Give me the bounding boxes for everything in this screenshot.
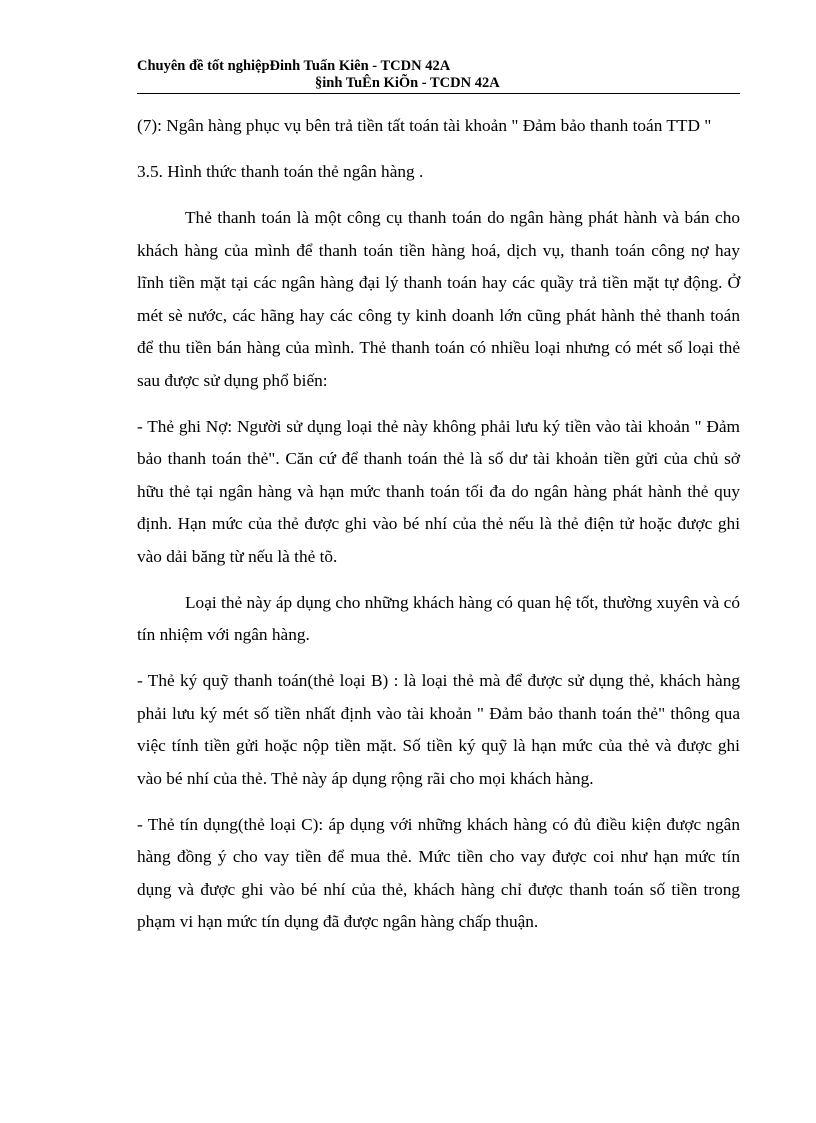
- paragraph-settlement-note: (7): Ngân hàng phục vụ bên trả tiền tất toán tài khoản " Đảm bảo thanh toán TTD ": [137, 116, 712, 135]
- header-title: Chuyên đề tốt nghiệpĐinh Tuấn Kiên - TCDN 42A: [137, 58, 451, 74]
- header-subtitle: §inh TuÊn KiÕn - TCDN 42A: [137, 75, 740, 94]
- paragraph-deposit-card: - Thẻ ký quỹ thanh toán(thẻ loại B) : là loại thẻ mà để được sử dụng thẻ, khách hàng phải lưu ký mét số tiền nhất định vào tài khoản " Đảm bảo thanh toán thẻ" thông qua việc tính tiền gửi hoặc nộp tiền mặt. Số tiền ký quỹ là hạn mức của thẻ và được ghi vào bé nhí của thẻ. Thẻ này áp dụng rộng rãi cho mọi khách hàng.: [137, 671, 740, 788]
- document-body: [137, 110, 740, 952]
- section-heading: 3.5. Hình thức thanh toán thẻ ngân hàng .: [137, 162, 424, 181]
- page-header: [137, 58, 740, 94]
- paragraph-debit-card-usage: Loại thẻ này áp dụng cho những khách hàng có quan hệ tốt, thường xuyên và có tín nhiệm với ngân hàng.: [137, 592, 740, 644]
- paragraph-debit-card: - Thẻ ghi Nợ: Người sử dụng loại thẻ này không phải lưu ký tiền vào tài khoản " Đảm bảo thanh toán thẻ". Căn cứ để thanh toán thẻ là số dư tài khoản tiền gửi của chủ sở hữu thẻ tại ngân hàng và hạn mức thanh toán tối đa do ngân hàng phát hành thẻ quy định. Hạn mức của thẻ được ghi vào bé nhí của thẻ nếu là thẻ điện tử hoặc được ghi vào dải băng từ nếu là thẻ tõ.: [137, 416, 740, 566]
- paragraph-card-intro: Thẻ thanh toán là một công cụ thanh toán do ngân hàng phát hành và bán cho khách hàng của mình để thanh toán tiền hàng hoá, dịch vụ, thanh toán công nợ hay lĩnh tiền mặt tại các ngân hàng đại lý thanh toán hay các quầy trả tiền mặt tự động. Ở mét sè nước, các hãng hay các công ty kinh doanh lớn cũng phát hành thẻ thanh toán để thu tiền bán hàng của mình. Thẻ thanh toán có nhiều loại nhưng có mét số loại thẻ sau được sử dụng phổ biến:: [137, 208, 740, 390]
- paragraph-credit-card: - Thẻ tín dụng(thẻ loại C): áp dụng với những khách hàng có đủ điều kiện được ngân hàng đồng ý cho vay tiền để mua thẻ. Mức tiền cho vay được coi như hạn mức tín dụng và được ghi vào bé nhí của thẻ, khách hàng chỉ được thanh toán số tiền trong phạm vi hạn mức tín dụng đã được ngân hàng chấp thuận.: [137, 814, 740, 931]
